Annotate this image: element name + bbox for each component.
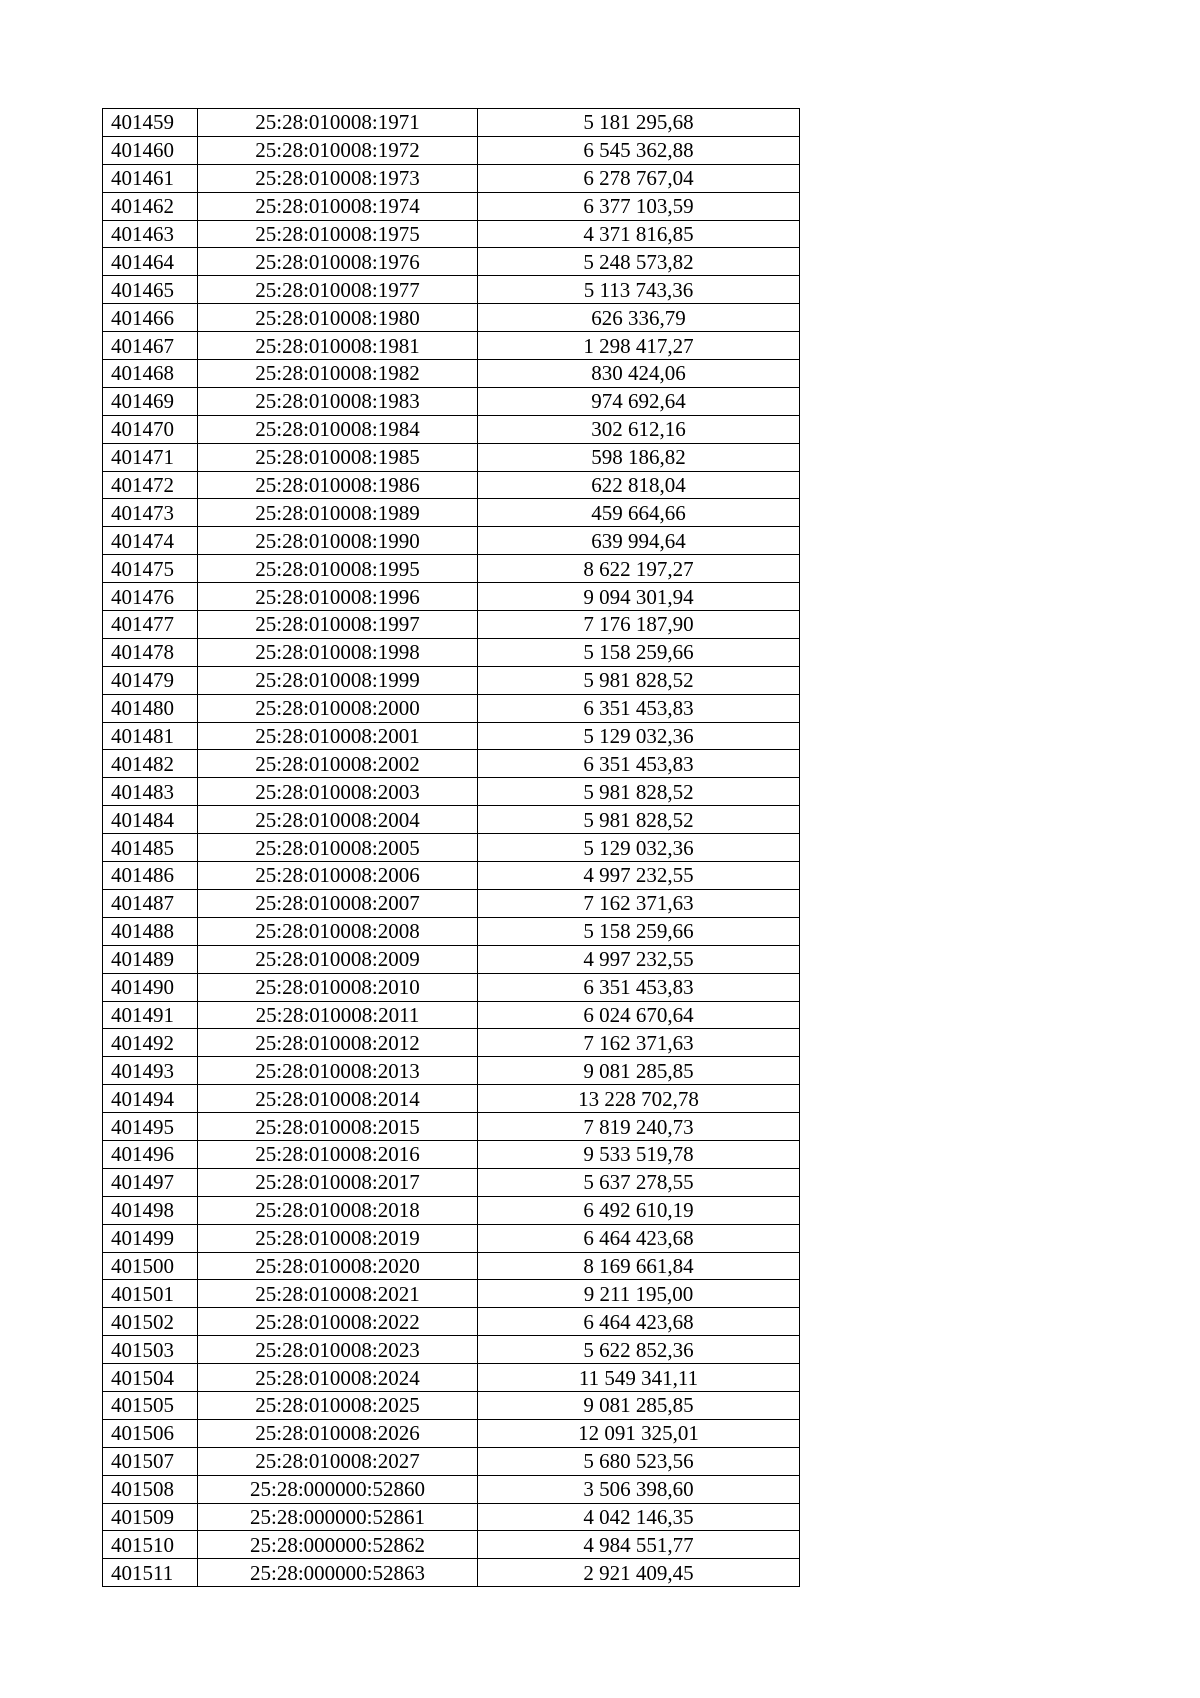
cadastral-value-cell: 13 228 702,78 [478,1085,800,1113]
table-row [103,1057,800,1085]
table-row [103,387,800,415]
cadastral-number-cell: 25:28:010008:1984 [198,415,478,443]
row-number-cell: 401487 [103,889,198,917]
table-row [103,1113,800,1141]
cadastral-number-cell: 25:28:010008:2019 [198,1224,478,1252]
row-number-cell: 401509 [103,1503,198,1531]
row-number-cell: 401470 [103,415,198,443]
cadastral-value-cell: 12 091 325,01 [478,1419,800,1447]
cadastral-number-cell: 25:28:000000:52861 [198,1503,478,1531]
table-row [103,945,800,973]
table-row [103,722,800,750]
cadastral-number-cell: 25:28:010008:2000 [198,694,478,722]
cadastral-number-cell: 25:28:010008:1983 [198,387,478,415]
cadastral-value-cell: 6 351 453,83 [478,973,800,1001]
table-row [103,1029,800,1057]
row-number-cell: 401471 [103,443,198,471]
cadastral-value-cell: 5 158 259,66 [478,638,800,666]
cadastral-value-cell: 5 622 852,36 [478,1336,800,1364]
cadastral-number-cell: 25:28:010008:2021 [198,1280,478,1308]
cadastral-value-cell: 5 637 278,55 [478,1168,800,1196]
row-number-cell: 401459 [103,109,198,137]
cadastral-value-cell: 6 464 423,68 [478,1308,800,1336]
row-number-cell: 401466 [103,304,198,332]
table-row [103,499,800,527]
cadastral-value-cell: 639 994,64 [478,527,800,555]
row-number-cell: 401510 [103,1531,198,1559]
table-row [103,1308,800,1336]
cadastral-number-cell: 25:28:010008:2024 [198,1364,478,1392]
cadastral-number-cell: 25:28:010008:2025 [198,1391,478,1419]
row-number-cell: 401474 [103,527,198,555]
table-row [103,1391,800,1419]
table-row [103,248,800,276]
cadastral-value-table [102,108,800,1587]
cadastral-value-cell: 9 081 285,85 [478,1057,800,1085]
table-row [103,1503,800,1531]
table-row [103,332,800,360]
cadastral-value-cell: 5 248 573,82 [478,248,800,276]
row-number-cell: 401482 [103,750,198,778]
cadastral-value-cell: 5 981 828,52 [478,666,800,694]
cadastral-number-cell: 25:28:010008:2020 [198,1252,478,1280]
table-row [103,136,800,164]
cadastral-value-cell: 5 129 032,36 [478,834,800,862]
table-row [103,973,800,1001]
cadastral-value-cell: 6 545 362,88 [478,136,800,164]
table-row [103,638,800,666]
row-number-cell: 401464 [103,248,198,276]
cadastral-value-cell: 7 162 371,63 [478,889,800,917]
row-number-cell: 401489 [103,945,198,973]
cadastral-number-cell: 25:28:010008:2027 [198,1447,478,1475]
cadastral-value-cell: 5 113 743,36 [478,276,800,304]
table-row [103,834,800,862]
table-row [103,1196,800,1224]
table-row [103,1001,800,1029]
cadastral-value-cell: 626 336,79 [478,304,800,332]
cadastral-number-cell: 25:28:010008:2009 [198,945,478,973]
cadastral-value-cell: 4 042 146,35 [478,1503,800,1531]
table-row [103,1336,800,1364]
cadastral-number-cell: 25:28:010008:2026 [198,1419,478,1447]
cadastral-value-cell: 9 533 519,78 [478,1140,800,1168]
row-number-cell: 401475 [103,555,198,583]
table-row [103,1475,800,1503]
cadastral-value-cell: 6 024 670,64 [478,1001,800,1029]
cadastral-value-cell: 5 129 032,36 [478,722,800,750]
row-number-cell: 401490 [103,973,198,1001]
cadastral-value-cell: 5 181 295,68 [478,109,800,137]
table-row [103,1252,800,1280]
table-row [103,220,800,248]
row-number-cell: 401481 [103,722,198,750]
row-number-cell: 401486 [103,862,198,890]
table-row [103,583,800,611]
table-row [103,1559,800,1587]
cadastral-value-cell: 2 921 409,45 [478,1559,800,1587]
row-number-cell: 401496 [103,1140,198,1168]
cadastral-number-cell: 25:28:010008:1975 [198,220,478,248]
cadastral-number-cell: 25:28:010008:1996 [198,583,478,611]
cadastral-number-cell: 25:28:010008:2018 [198,1196,478,1224]
table-row [103,1168,800,1196]
table-row [103,862,800,890]
row-number-cell: 401488 [103,917,198,945]
cadastral-value-cell: 6 351 453,83 [478,694,800,722]
row-number-cell: 401484 [103,806,198,834]
cadastral-number-cell: 25:28:010008:1977 [198,276,478,304]
row-number-cell: 401494 [103,1085,198,1113]
cadastral-value-cell: 5 680 523,56 [478,1447,800,1475]
cadastral-value-cell: 7 819 240,73 [478,1113,800,1141]
table-row [103,443,800,471]
cadastral-number-cell: 25:28:010008:2007 [198,889,478,917]
table-row [103,527,800,555]
table-row [103,555,800,583]
row-number-cell: 401503 [103,1336,198,1364]
row-number-cell: 401504 [103,1364,198,1392]
cadastral-number-cell: 25:28:000000:52863 [198,1559,478,1587]
cadastral-value-cell: 974 692,64 [478,387,800,415]
row-number-cell: 401467 [103,332,198,360]
table-row [103,750,800,778]
cadastral-value-cell: 4 997 232,55 [478,862,800,890]
table-row [103,806,800,834]
table-row [103,276,800,304]
cadastral-value-cell: 4 984 551,77 [478,1531,800,1559]
cadastral-number-cell: 25:28:010008:2017 [198,1168,478,1196]
row-number-cell: 401479 [103,666,198,694]
row-number-cell: 401491 [103,1001,198,1029]
cadastral-value-cell: 830 424,06 [478,360,800,388]
table-row [103,304,800,332]
cadastral-number-cell: 25:28:010008:2003 [198,778,478,806]
cadastral-value-cell: 8 169 661,84 [478,1252,800,1280]
cadastral-number-cell: 25:28:010008:2023 [198,1336,478,1364]
cadastral-value-cell: 5 981 828,52 [478,806,800,834]
table-row [103,1140,800,1168]
table-row [103,1280,800,1308]
cadastral-number-cell: 25:28:010008:2016 [198,1140,478,1168]
cadastral-value-cell: 3 506 398,60 [478,1475,800,1503]
cadastral-value-cell: 6 278 767,04 [478,164,800,192]
row-number-cell: 401461 [103,164,198,192]
row-number-cell: 401473 [103,499,198,527]
row-number-cell: 401463 [103,220,198,248]
cadastral-number-cell: 25:28:000000:52862 [198,1531,478,1559]
cadastral-number-cell: 25:28:010008:2004 [198,806,478,834]
cadastral-number-cell: 25:28:010008:2010 [198,973,478,1001]
cadastral-number-cell: 25:28:010008:1998 [198,638,478,666]
cadastral-number-cell: 25:28:010008:1971 [198,109,478,137]
cadastral-value-cell: 6 351 453,83 [478,750,800,778]
cadastral-value-cell: 9 211 195,00 [478,1280,800,1308]
table-body [103,109,800,1587]
row-number-cell: 401500 [103,1252,198,1280]
cadastral-number-cell: 25:28:010008:1995 [198,555,478,583]
row-number-cell: 401502 [103,1308,198,1336]
table-row [103,611,800,639]
row-number-cell: 401478 [103,638,198,666]
cadastral-number-cell: 25:28:010008:2015 [198,1113,478,1141]
cadastral-value-cell: 1 298 417,27 [478,332,800,360]
row-number-cell: 401506 [103,1419,198,1447]
row-number-cell: 401469 [103,387,198,415]
cadastral-value-cell: 6 464 423,68 [478,1224,800,1252]
cadastral-number-cell: 25:28:010008:2012 [198,1029,478,1057]
cadastral-value-cell: 4 371 816,85 [478,220,800,248]
cadastral-number-cell: 25:28:010008:1980 [198,304,478,332]
cadastral-value-cell: 302 612,16 [478,415,800,443]
row-number-cell: 401493 [103,1057,198,1085]
cadastral-value-cell: 5 158 259,66 [478,917,800,945]
table-row [103,1419,800,1447]
cadastral-number-cell: 25:28:010008:1989 [198,499,478,527]
cadastral-number-cell: 25:28:010008:1982 [198,360,478,388]
cadastral-number-cell: 25:28:010008:1985 [198,443,478,471]
cadastral-number-cell: 25:28:010008:1999 [198,666,478,694]
table-row [103,164,800,192]
cadastral-number-cell: 25:28:010008:2006 [198,862,478,890]
row-number-cell: 401472 [103,471,198,499]
row-number-cell: 401508 [103,1475,198,1503]
row-number-cell: 401485 [103,834,198,862]
table-row [103,109,800,137]
row-number-cell: 401462 [103,192,198,220]
row-number-cell: 401468 [103,360,198,388]
cadastral-value-cell: 7 162 371,63 [478,1029,800,1057]
table-row [103,1447,800,1475]
cadastral-number-cell: 25:28:010008:1973 [198,164,478,192]
table-row [103,889,800,917]
table-row [103,471,800,499]
row-number-cell: 401497 [103,1168,198,1196]
cadastral-number-cell: 25:28:000000:52860 [198,1475,478,1503]
row-number-cell: 401476 [103,583,198,611]
cadastral-value-cell: 4 997 232,55 [478,945,800,973]
cadastral-number-cell: 25:28:010008:1997 [198,611,478,639]
cadastral-value-cell: 9 094 301,94 [478,583,800,611]
cadastral-number-cell: 25:28:010008:2005 [198,834,478,862]
cadastral-number-cell: 25:28:010008:2001 [198,722,478,750]
cadastral-number-cell: 25:28:010008:1976 [198,248,478,276]
table-row [103,360,800,388]
cadastral-number-cell: 25:28:010008:2008 [198,917,478,945]
cadastral-value-cell: 598 186,82 [478,443,800,471]
cadastral-number-cell: 25:28:010008:1986 [198,471,478,499]
row-number-cell: 401498 [103,1196,198,1224]
row-number-cell: 401501 [103,1280,198,1308]
cadastral-number-cell: 25:28:010008:2013 [198,1057,478,1085]
table-row [103,694,800,722]
cadastral-value-cell: 7 176 187,90 [478,611,800,639]
row-number-cell: 401460 [103,136,198,164]
table-row [103,778,800,806]
cadastral-value-cell: 11 549 341,11 [478,1364,800,1392]
cadastral-value-cell: 6 377 103,59 [478,192,800,220]
cadastral-number-cell: 25:28:010008:2011 [198,1001,478,1029]
table-row [103,666,800,694]
row-number-cell: 401511 [103,1559,198,1587]
cadastral-number-cell: 25:28:010008:1981 [198,332,478,360]
cadastral-number-cell: 25:28:010008:1972 [198,136,478,164]
cadastral-value-cell: 622 818,04 [478,471,800,499]
cadastral-value-cell: 9 081 285,85 [478,1391,800,1419]
cadastral-value-cell: 459 664,66 [478,499,800,527]
row-number-cell: 401495 [103,1113,198,1141]
table-row [103,1085,800,1113]
table-row [103,415,800,443]
cadastral-number-cell: 25:28:010008:1974 [198,192,478,220]
row-number-cell: 401499 [103,1224,198,1252]
table-row [103,1364,800,1392]
cadastral-number-cell: 25:28:010008:2002 [198,750,478,778]
cadastral-value-cell: 6 492 610,19 [478,1196,800,1224]
table-row [103,192,800,220]
row-number-cell: 401477 [103,611,198,639]
row-number-cell: 401492 [103,1029,198,1057]
row-number-cell: 401505 [103,1391,198,1419]
row-number-cell: 401507 [103,1447,198,1475]
table-row [103,1224,800,1252]
table-row [103,1531,800,1559]
row-number-cell: 401483 [103,778,198,806]
cadastral-number-cell: 25:28:010008:1990 [198,527,478,555]
cadastral-value-cell: 8 622 197,27 [478,555,800,583]
cadastral-number-cell: 25:28:010008:2022 [198,1308,478,1336]
cadastral-number-cell: 25:28:010008:2014 [198,1085,478,1113]
row-number-cell: 401465 [103,276,198,304]
row-number-cell: 401480 [103,694,198,722]
table-row [103,917,800,945]
cadastral-value-cell: 5 981 828,52 [478,778,800,806]
